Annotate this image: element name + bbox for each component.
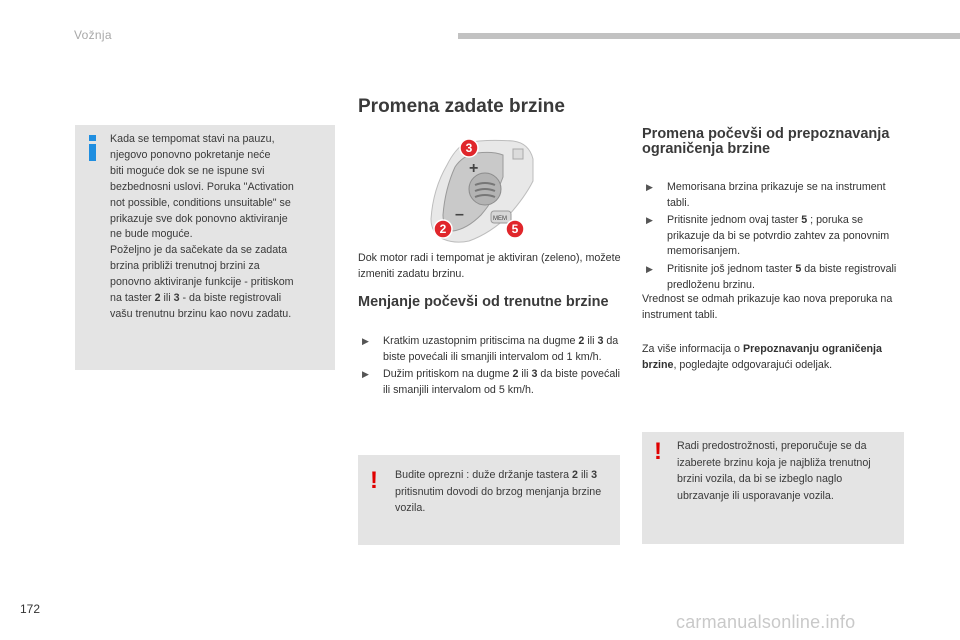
info-icon xyxy=(85,135,99,161)
info-line: njegovo ponovno pokretanje neće xyxy=(110,148,271,161)
plus-sign: + xyxy=(469,160,479,177)
cross-reference: Za više informacija o Prepoznavanju ograničenja brzine, pogledajte odgovarajući odeljak. xyxy=(642,343,882,371)
paragraph: Vrednost se odmah prikazuje kao nova preporuka na instrument tabli. xyxy=(642,293,893,321)
info-line: na taster 2 ili 3 - da biste registrovali xyxy=(110,292,282,305)
badge-5 xyxy=(506,220,524,238)
arrow-right-icon: ▶ xyxy=(362,369,369,380)
warning-text: Budite oprezni : duže držanje tastera 2 ili 3 pritisnutim dovodi do brzog menjanja brzine vozila. xyxy=(395,469,602,514)
info-line: brzina približi trenutnoj brzini za xyxy=(110,260,260,273)
warning-box xyxy=(358,455,620,545)
header-rule xyxy=(458,33,960,39)
info-line: vašu trenutnu brzinu kao novu zadatu. xyxy=(110,307,292,320)
list-item: ▶ Dužim pritiskom na dugme 2 ili 3 da biste povećali ili smanjili intervalom od 5 km/h. xyxy=(362,368,621,396)
page-title: Promena zadate brzine xyxy=(358,96,565,117)
minus-sign: – xyxy=(455,206,464,223)
info-line: bezbednosni uslovi. Poruka "Activation xyxy=(110,180,294,193)
badge-5-label: 5 xyxy=(511,222,519,236)
warning-text: Radi predostrožnosti, preporučuje se da izaberete brzinu koja je najbliža trenutnoj brzini vozila, da bi se izbegl​o naglo ubrzavanje ili usporavanje vozila. xyxy=(677,440,871,502)
info-line: Poželjno je da sačekate da se zadata xyxy=(110,244,288,257)
list-item: ▶ Memorisana brzina prikazuje se na instrument tabli. xyxy=(646,181,886,209)
badge-3 xyxy=(460,139,478,157)
steering-wheel-controls-figure xyxy=(425,137,535,245)
intro-text: Dok motor radi i tempomat je aktiviran (zeleno), možete izmeniti zadatu brzinu. xyxy=(358,252,621,280)
exclamation-icon: ! xyxy=(370,467,378,494)
arrow-right-icon: ▶ xyxy=(362,336,369,346)
warning-box xyxy=(642,432,904,544)
section-heading: Menjanje počevši od trenutne brzine xyxy=(358,294,609,310)
bullet-list xyxy=(644,180,904,295)
page-number: 172 xyxy=(20,602,41,616)
list-item: ▶ Pritisnite još jednom taster 5 da biste registrovali predloženu brzinu. xyxy=(646,262,897,291)
info-text xyxy=(110,132,330,323)
watermark: carmanualsonline.info xyxy=(676,612,856,632)
arrow-right-icon: ▶ xyxy=(646,182,653,192)
badge-3-label: 3 xyxy=(465,141,473,155)
list-item: ▶ Pritisnite jednom ovaj taster 5 ; poruka se prikazuje da bi se potvrdio zahtev za ponovnim memorisanjem. xyxy=(646,214,890,258)
info-box xyxy=(75,125,335,370)
info-line: not possible, conditions unsuitable" se xyxy=(110,196,291,209)
info-line: biti moguće dok se ne ispune svi xyxy=(110,164,265,177)
info-line: Kada se tempomat stavi na pauzu, xyxy=(110,133,275,145)
section-heading: Promena počevši od prepoznavanja ograničenja brzine xyxy=(642,126,890,157)
info-line: prikazuje sve dok ponovno aktiviranje xyxy=(110,212,288,225)
list-item: ▶ Kratkim uzastopnim pritiscima na dugme 2 ili 3 da biste povećali ili smanjili intervalom od 1 km/h. xyxy=(362,335,619,363)
exclamation-icon: ! xyxy=(654,438,662,465)
badge-2 xyxy=(434,220,452,238)
section-label: Vožnja xyxy=(74,28,112,42)
info-line: ne bude moguće. xyxy=(110,228,193,241)
arrow-right-icon: ▶ xyxy=(646,215,653,226)
mem-button-label: MEM xyxy=(493,216,507,222)
bullet-list xyxy=(360,334,622,400)
arrow-right-icon: ▶ xyxy=(646,263,653,274)
badge-2-label: 2 xyxy=(439,222,447,236)
info-line: ponovno aktiviranje funkcije - pritiskom xyxy=(110,276,294,289)
